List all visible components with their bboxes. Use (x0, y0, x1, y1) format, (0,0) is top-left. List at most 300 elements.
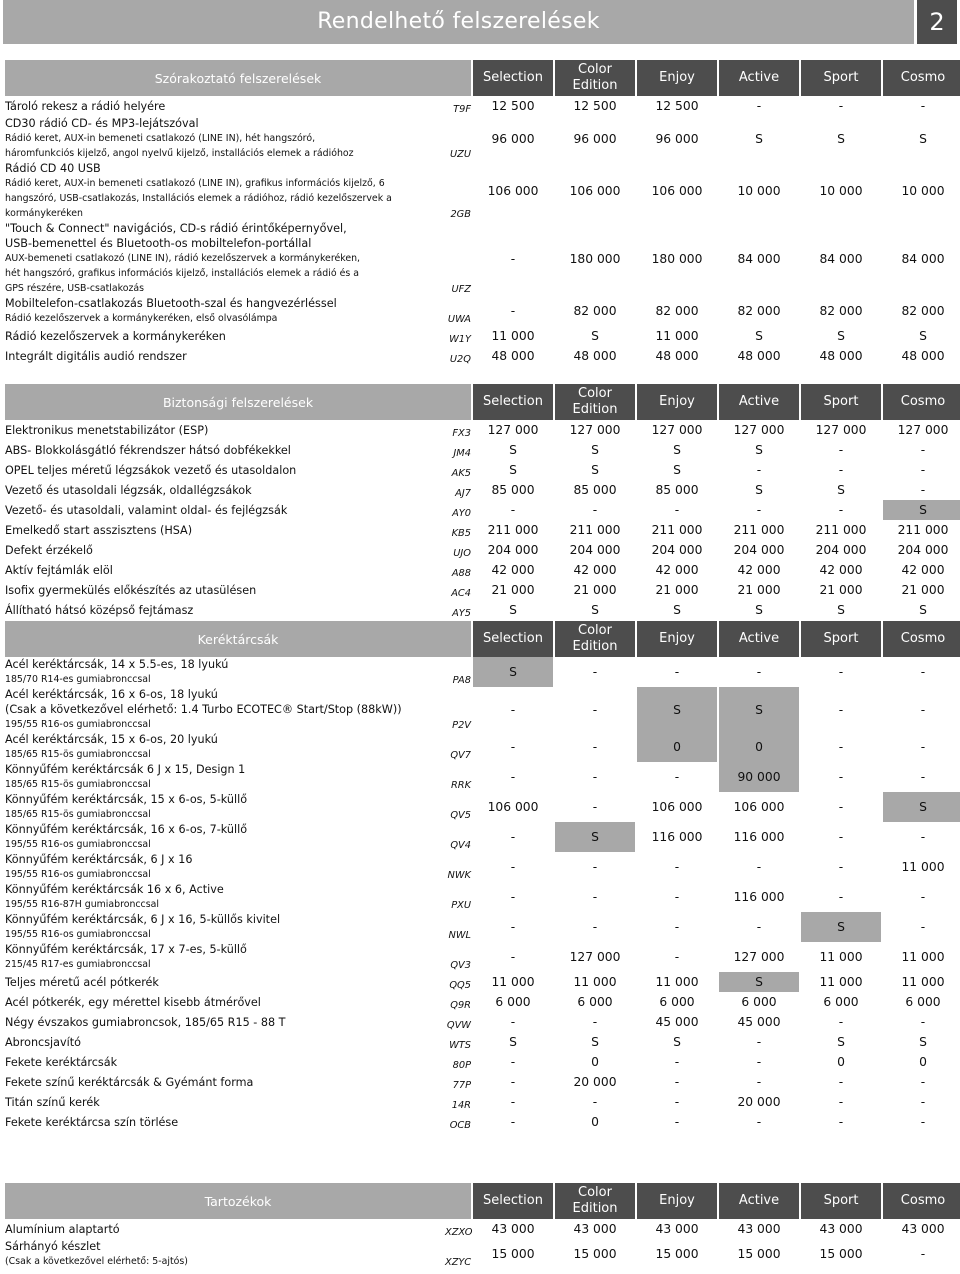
price-cell: 106 000 (651, 800, 703, 814)
price-cell: 20 000 (573, 1075, 617, 1089)
price-cell: - (510, 770, 516, 784)
table-row (5, 440, 960, 460)
price-cell: 11 000 (655, 329, 699, 343)
trim-header: Sport (801, 621, 881, 657)
row-label: Vezető- és utasoldali, valamint oldal- és fejlégzsák (5, 503, 288, 517)
option-code: QVW (446, 1020, 471, 1031)
price-cell: 43 000 (737, 1222, 781, 1236)
price-cell: 116 000 (733, 890, 785, 904)
row-detail: 185/65 R15-ös gumiabronccsal (5, 779, 151, 790)
price-cell: - (838, 665, 844, 679)
price-cell: - (756, 665, 762, 679)
price-cell: - (920, 770, 926, 784)
table-row (5, 1092, 960, 1112)
table-row (5, 600, 960, 620)
price-cell: 106 000 (651, 184, 703, 198)
row-detail: 215/45 R17-es gumiabronccsal (5, 959, 151, 970)
price-cell: - (510, 830, 516, 844)
page-header (3, 0, 957, 44)
row-description (5, 326, 443, 346)
trim-header: Selection (473, 621, 553, 657)
price-cell: - (920, 483, 926, 497)
table-row (5, 762, 960, 792)
option-code: U2Q (449, 354, 471, 365)
price-cell: 204 000 (569, 543, 621, 557)
price-cell: - (592, 665, 598, 679)
trim-header: Enjoy (637, 621, 717, 657)
row-label: Aktív fejtámlák elöl (5, 563, 113, 577)
price-cell: - (920, 1115, 926, 1129)
row-detail: hangszóró, USB-csatlakozás, Installációs elemek a rádióhoz, rádió kezelőszervek a (5, 193, 392, 204)
price-cell: 116 000 (651, 830, 703, 844)
row-description (5, 96, 443, 116)
trim-header: Selection (473, 1183, 553, 1219)
table-row (5, 687, 960, 732)
price-cell: 96 000 (491, 131, 535, 146)
table-row (5, 822, 960, 852)
price-cell: - (592, 702, 598, 717)
table-row (5, 1072, 960, 1092)
price-cell: - (592, 1015, 598, 1029)
price-cell: - (510, 860, 516, 874)
price-cell: - (592, 920, 598, 934)
price-cell: - (756, 1075, 762, 1089)
row-description (5, 942, 443, 972)
trim-header: Enjoy (637, 1183, 717, 1219)
option-code: 80P (452, 1060, 471, 1071)
row-label: Acél keréktárcsák, 16 x 6-os, 18 lyukú (5, 688, 218, 701)
section-title: Szórakoztató felszerelések (5, 60, 471, 96)
row-label: Könnyűfém keréktárcsák, 6 J x 16 (5, 853, 193, 866)
table-row (5, 96, 960, 116)
price-cell: S (673, 463, 681, 477)
price-cell: 106 000 (487, 800, 539, 814)
table-row (5, 161, 960, 221)
trim-header: Sport (801, 60, 881, 96)
row-label: Fekete keréktárcsák (5, 1055, 118, 1069)
table-row (5, 420, 960, 440)
price-cell: - (838, 770, 844, 784)
price-cell: 127 000 (897, 423, 949, 437)
price-cell: 6 000 (741, 995, 777, 1009)
row-label: Acél pótkerék, egy mérettel kisebb átmérővel (5, 995, 261, 1009)
trim-header: Sport (801, 384, 881, 420)
price-cell: S (509, 603, 517, 617)
option-code: UWA (447, 314, 471, 325)
row-description (5, 540, 443, 560)
row-description (5, 882, 443, 912)
price-cell: 10 000 (737, 184, 781, 198)
price-cell: S (755, 603, 763, 617)
table-row (5, 972, 960, 992)
price-cell: 84 000 (737, 251, 781, 266)
row-detail: hét hangszóró, grafikus információs kijelző, installációs elemek a rádió és a (5, 268, 359, 279)
price-cell: 21 000 (491, 583, 535, 597)
price-cell: 82 000 (819, 304, 863, 318)
price-cell: 84 000 (901, 251, 945, 266)
row-label: Tároló rekesz a rádió helyére (5, 99, 166, 113)
price-cell: S (837, 1035, 845, 1049)
price-cell: 20 000 (737, 1095, 781, 1109)
price-cell: - (838, 800, 844, 814)
row-description (5, 1112, 443, 1132)
option-code: OCB (449, 1120, 471, 1131)
price-cell: - (510, 251, 516, 266)
price-cell: 21 000 (573, 583, 617, 597)
trim-header: Cosmo (883, 1183, 960, 1219)
price-cell: - (920, 1247, 926, 1261)
row-detail: Rádió keret, AUX-in bemeneti csatlakozó (LINE IN), hét hangszóró, (5, 133, 316, 144)
row-detail: 195/55 R16-os gumiabronccsal (5, 869, 151, 880)
row-label: Fekete színű keréktárcsák & Gyémánt forma (5, 1075, 254, 1089)
price-cell: S (673, 1035, 681, 1049)
trim-header: Selection (473, 384, 553, 420)
row-description (5, 792, 443, 822)
price-cell: 127 000 (569, 950, 621, 964)
row-label: Könnyűfém keréktárcsák 6 J x 15, Design 1 (5, 763, 246, 776)
price-cell: 127 000 (815, 423, 867, 437)
row-detail: Rádió kezelőszervek a kormánykeréken, első olvasólámpa (5, 313, 278, 324)
price-cell: - (756, 99, 762, 113)
price-cell: - (592, 860, 598, 874)
price-cell: - (674, 503, 680, 517)
option-code: XZXO (445, 1227, 473, 1238)
price-cell: 204 000 (487, 543, 539, 557)
price-cell: 6 000 (905, 995, 941, 1009)
row-description (5, 296, 443, 326)
price-cell: S (755, 329, 763, 343)
price-cell: - (756, 503, 762, 517)
option-code: NWK (447, 870, 471, 881)
table-row (5, 580, 960, 600)
price-cell: 204 000 (651, 543, 703, 557)
row-description (5, 657, 443, 687)
price-cell: - (510, 950, 516, 964)
price-cell: - (920, 1075, 926, 1089)
table-row (5, 500, 960, 520)
price-cell: S (837, 131, 845, 146)
price-cell: 12 500 (573, 99, 617, 113)
row-label: Könnyűfém keréktárcsák, 6 J x 16, 5-küllős kivitel (5, 913, 281, 926)
row-detail: 195/55 R16-87H gumiabronccsal (5, 899, 159, 910)
price-cell: 211 000 (569, 523, 621, 537)
option-code: QQ5 (449, 980, 471, 991)
table-row (5, 657, 960, 687)
price-cell: 0 (591, 1055, 599, 1069)
price-cell: 11 000 (491, 975, 535, 989)
row-label: Defekt érzékelő (5, 543, 93, 557)
row-label: Integrált digitális audió rendszer (5, 349, 187, 363)
price-cell: 43 000 (901, 1222, 945, 1236)
price-cell: 43 000 (819, 1222, 863, 1236)
price-cell: 21 000 (737, 583, 781, 597)
row-label: Állítható hátsó középső fejtámasz (5, 603, 194, 617)
price-cell: - (920, 99, 926, 113)
row-description (5, 580, 443, 600)
option-code: AC4 (451, 588, 471, 599)
row-label: Könnyűfém keréktárcsák, 17 x 7-es, 5-küllő (5, 943, 247, 956)
trim-header: Enjoy (637, 60, 717, 96)
table-row (5, 1219, 960, 1239)
price-cell: S (509, 463, 517, 477)
price-cell: 6 000 (659, 995, 695, 1009)
row-description (5, 346, 443, 366)
table-row (5, 912, 960, 942)
price-cell: - (674, 920, 680, 934)
price-cell: S (837, 483, 845, 497)
price-cell: 204 000 (733, 543, 785, 557)
price-cell: - (920, 920, 926, 934)
price-cell: 180 000 (569, 251, 621, 266)
price-cell: S (919, 329, 927, 343)
option-code: AK5 (451, 468, 471, 479)
price-cell: - (920, 665, 926, 679)
price-cell: 180 000 (651, 251, 703, 266)
price-cell: - (510, 1015, 516, 1029)
price-cell: - (674, 1075, 680, 1089)
price-cell: 85 000 (491, 483, 535, 497)
option-code: P2V (452, 720, 471, 731)
price-cell: S (719, 687, 799, 732)
price-cell: 48 000 (737, 349, 781, 363)
trim-header: Enjoy (637, 384, 717, 420)
price-cell: - (756, 1115, 762, 1129)
price-cell: 42 000 (573, 563, 617, 577)
trim-header: Sport (801, 1183, 881, 1219)
row-detail: Rádió keret, AUX-in bemeneti csatlakozó (LINE IN), grafikus információs kijelző, 6 (5, 178, 385, 189)
row-detail: AUX-bemeneti csatlakozó (LINE IN), rádió kezelőszervek a kormánykeréken, (5, 253, 361, 264)
row-detail: 185/70 R14-es gumiabronccsal (5, 674, 151, 685)
price-cell: 11 000 (901, 975, 945, 989)
option-code: W1Y (449, 334, 471, 345)
option-code: 14R (451, 1100, 471, 1111)
price-cell: 82 000 (655, 304, 699, 318)
price-cell: 127 000 (733, 950, 785, 964)
price-cell: 211 000 (815, 523, 867, 537)
row-label: Alumínium alaptartó (5, 1222, 120, 1236)
section-table (3, 621, 960, 1132)
row-label: Rádió CD 40 USB (5, 162, 101, 175)
price-cell: - (756, 920, 762, 934)
price-cell: 11 000 (901, 860, 945, 874)
price-cell: - (920, 740, 926, 754)
row-detail: 195/55 R16-os gumiabronccsal (5, 839, 151, 850)
price-cell: - (838, 1115, 844, 1129)
price-cell: - (838, 702, 844, 717)
price-cell: 211 000 (897, 523, 949, 537)
price-cell: S (837, 603, 845, 617)
price-cell: 106 000 (569, 184, 621, 198)
table-row (5, 520, 960, 540)
row-description (5, 560, 443, 580)
price-cell: S (673, 603, 681, 617)
row-label: OPEL teljes méretű légzsákok vezető és utasoldalon (5, 463, 297, 477)
row-detail: 195/55 R16-os gumiabronccsal (5, 929, 151, 940)
option-code: WTS (449, 1040, 471, 1051)
price-cell: 204 000 (897, 543, 949, 557)
price-cell: 96 000 (573, 131, 617, 146)
price-cell: 10 000 (901, 184, 945, 198)
row-description (5, 500, 443, 520)
row-detail: 185/65 R15-ös gumiabronccsal (5, 749, 151, 760)
price-cell: S (919, 1035, 927, 1049)
price-cell: - (920, 702, 926, 717)
row-description (5, 1012, 443, 1032)
trim-header: Cosmo (883, 384, 960, 420)
price-cell: 85 000 (655, 483, 699, 497)
price-cell: - (920, 1015, 926, 1029)
page-number: 2 (917, 0, 957, 44)
option-code: T9F (453, 104, 471, 115)
price-cell: 11 000 (819, 975, 863, 989)
price-cell: 127 000 (569, 423, 621, 437)
price-cell: 82 000 (573, 304, 617, 318)
price-cell: S (755, 131, 763, 146)
price-cell: 82 000 (901, 304, 945, 318)
row-description (5, 732, 443, 762)
trim-header: Active (719, 621, 799, 657)
table-row (5, 560, 960, 580)
price-cell: S (591, 1035, 599, 1049)
option-code: PA8 (452, 675, 471, 686)
row-label: Titán színű kerék (5, 1095, 100, 1109)
table-row (5, 480, 960, 500)
price-cell: 11 000 (573, 975, 617, 989)
option-code: PXU (451, 900, 471, 911)
price-cell: - (592, 770, 598, 784)
price-cell: 90 000 (719, 762, 799, 792)
row-description (5, 1219, 443, 1239)
price-cell: S (509, 1035, 517, 1049)
row-description (5, 852, 443, 882)
price-cell: 43 000 (573, 1222, 617, 1236)
option-code: KB5 (451, 528, 471, 539)
row-description (5, 972, 443, 992)
price-cell: 48 000 (573, 349, 617, 363)
option-code: QV5 (450, 810, 471, 821)
price-cell: 85 000 (573, 483, 617, 497)
table-row (5, 221, 960, 296)
price-cell: 10 000 (819, 184, 863, 198)
table-row (5, 942, 960, 972)
price-cell: - (510, 920, 516, 934)
row-description (5, 1072, 443, 1092)
price-cell: - (838, 1075, 844, 1089)
price-cell: 11 000 (901, 950, 945, 964)
price-cell: 0 (591, 1115, 599, 1129)
row-description (5, 520, 443, 540)
price-cell: 48 000 (901, 349, 945, 363)
row-description (5, 1239, 443, 1269)
price-cell: S (719, 972, 799, 992)
table-row (5, 882, 960, 912)
price-cell: S (919, 131, 927, 146)
option-code: AY0 (452, 508, 471, 519)
table-row (5, 540, 960, 560)
row-description (5, 762, 443, 792)
row-label: USB-bemenettel és Bluetooth-os mobiltelefon-portállal (5, 237, 312, 250)
price-cell: 21 000 (819, 583, 863, 597)
price-cell: - (510, 1095, 516, 1109)
option-code: QV3 (450, 960, 471, 971)
price-cell: 42 000 (737, 563, 781, 577)
row-label: Acél keréktárcsák, 15 x 6-os, 20 lyukú (5, 733, 218, 746)
price-cell: - (510, 304, 516, 318)
price-cell: - (920, 830, 926, 844)
row-label: Emelkedő start asszisztens (HSA) (5, 523, 193, 537)
price-cell: 15 000 (819, 1247, 863, 1261)
price-cell: 0 (919, 1055, 927, 1069)
price-cell: - (756, 1055, 762, 1069)
price-cell: 15 000 (737, 1247, 781, 1261)
option-code: UJO (453, 548, 471, 559)
price-cell: - (510, 1055, 516, 1069)
price-cell: 127 000 (733, 423, 785, 437)
row-detail: GPS részére, USB-csatlakozás (5, 283, 145, 294)
price-cell: S (637, 687, 717, 732)
price-cell: - (510, 740, 516, 754)
price-cell: S (591, 329, 599, 343)
price-cell: - (756, 860, 762, 874)
option-code: A88 (451, 568, 471, 579)
price-cell: S (473, 657, 553, 687)
table-row (5, 296, 960, 326)
price-cell: - (674, 1095, 680, 1109)
table-row (5, 992, 960, 1012)
row-description (5, 600, 443, 620)
row-label: CD30 rádió CD- és MP3-lejátszóval (5, 117, 199, 130)
price-cell: 45 000 (655, 1015, 699, 1029)
price-cell: S (509, 443, 517, 457)
row-description (5, 460, 443, 480)
price-cell: - (838, 503, 844, 517)
row-detail: 195/55 R16-os gumiabronccsal (5, 719, 151, 730)
row-label: Acél keréktárcsák, 14 x 5.5-es, 18 lyukú (5, 658, 229, 671)
section-title: Biztonsági felszerelések (5, 384, 471, 420)
price-cell: - (838, 99, 844, 113)
price-cell: S (755, 443, 763, 457)
price-cell: 12 500 (491, 99, 535, 113)
trim-header: Active (719, 60, 799, 96)
price-cell: 42 000 (901, 563, 945, 577)
row-description (5, 687, 443, 732)
section-title: Keréktárcsák (5, 621, 471, 657)
price-cell: 11 000 (819, 950, 863, 964)
price-cell: - (592, 1095, 598, 1109)
row-description (5, 822, 443, 852)
row-label: Rádió kezelőszervek a kormánykeréken (5, 329, 226, 343)
price-cell: - (592, 503, 598, 517)
price-cell: S (555, 822, 635, 852)
row-description (5, 116, 443, 161)
price-cell: - (510, 503, 516, 517)
price-cell: 0 (637, 732, 717, 762)
price-cell: 82 000 (737, 304, 781, 318)
price-cell: 106 000 (487, 184, 539, 198)
price-cell: 43 000 (655, 1222, 699, 1236)
trim-header: Selection (473, 60, 553, 96)
trim-header: Cosmo (883, 621, 960, 657)
option-code: QV7 (450, 750, 471, 761)
price-cell: 48 000 (491, 349, 535, 363)
row-label: ABS- Blokkolásgátló fékrendszer hátsó dobfékekkel (5, 443, 291, 457)
row-label: "Touch & Connect" navigációs, CD-s rádió érintőképernyővel, (5, 222, 347, 235)
trim-header: Color Edition (555, 60, 635, 96)
option-code: QV4 (450, 840, 471, 851)
option-code: UZU (449, 149, 471, 160)
price-cell: - (674, 1115, 680, 1129)
price-cell: S (591, 443, 599, 457)
